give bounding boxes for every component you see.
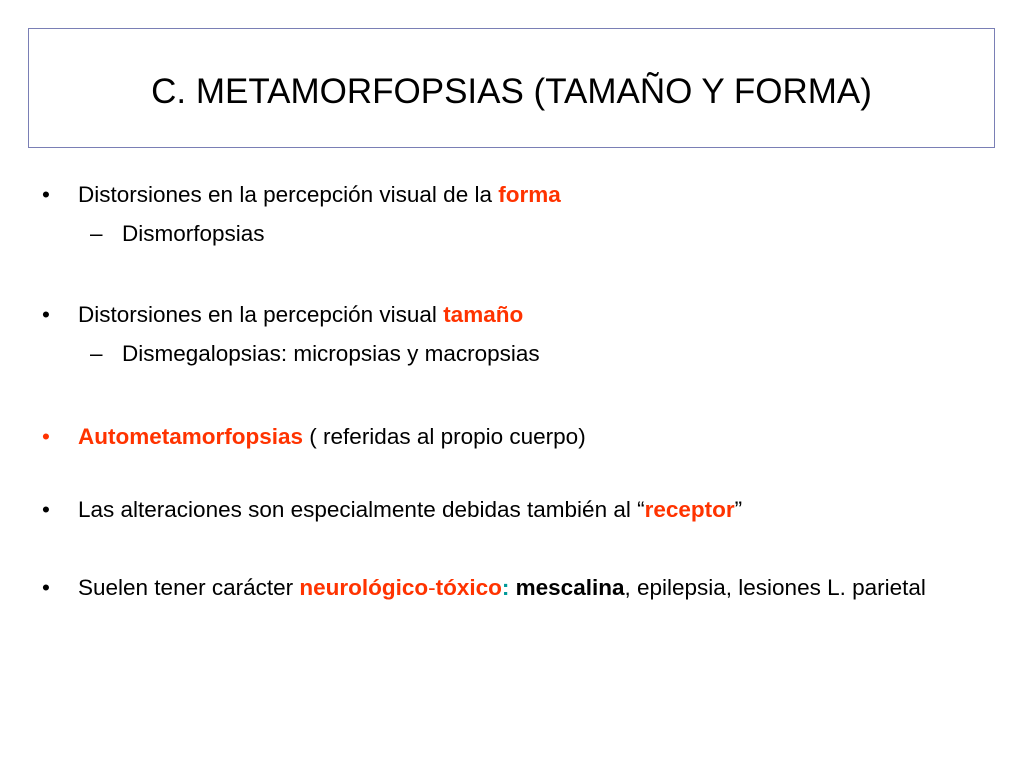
bullet-marker-red: • — [42, 424, 50, 449]
bullet-5-highlight-1: neurológico — [299, 575, 429, 600]
bullet-1 — [42, 182, 958, 208]
bullet-5-colon: : — [501, 575, 510, 600]
bullet-4-after: ” — [734, 497, 743, 522]
title-box — [28, 28, 995, 148]
dash-marker: – — [90, 341, 103, 366]
bullet-marker: • — [42, 497, 50, 522]
bullet-4-plain: Las alteraciones son especialmente debidas también al “ — [78, 497, 645, 522]
sub-bullet-1-text: Dismorfopsias — [122, 221, 265, 246]
bullet-5-dash: - — [428, 575, 436, 600]
bullet-marker: • — [42, 182, 50, 207]
bullet-4-text — [78, 497, 958, 523]
slide-title: C. METAMORFOPSIAS (TAMAÑO Y FORMA) — [151, 72, 872, 111]
bullet-3-plain: ( referidas al propio cuerpo) — [303, 424, 586, 449]
bullet-5 — [42, 575, 958, 601]
sub-bullet-2 — [90, 341, 540, 367]
bullet-3-highlight: Autometamorfopsias — [78, 424, 304, 449]
bullet-1-plain: Distorsiones en la percepción visual de la — [78, 182, 499, 207]
sub-bullet-2-text: Dismegalopsias: micropsias y macropsias — [122, 341, 540, 366]
bullet-3-text — [78, 424, 958, 450]
bullet-5-plain: Suelen tener carácter — [78, 575, 300, 600]
bullet-2-plain: Distorsiones en la percepción visual — [78, 302, 444, 327]
bullet-2-highlight: tamaño — [443, 302, 524, 327]
bullet-2-text — [78, 302, 958, 328]
bullet-2 — [42, 302, 958, 328]
bullet-5-highlight-2: tóxico — [435, 575, 502, 600]
bullet-1-text — [78, 182, 958, 208]
bullet-5-text — [78, 575, 958, 601]
bullet-5-after: , epilepsia, lesiones L. parietal — [624, 575, 926, 600]
bullet-marker: • — [42, 575, 50, 600]
dash-marker: – — [90, 221, 103, 246]
bullet-marker: • — [42, 302, 50, 327]
bullet-5-bold: mescalina — [509, 575, 625, 600]
bullet-1-highlight: forma — [498, 182, 561, 207]
bullet-3 — [42, 424, 958, 450]
bullet-4 — [42, 497, 958, 523]
sub-bullet-1 — [90, 221, 265, 247]
bullet-4-highlight: receptor — [644, 497, 735, 522]
